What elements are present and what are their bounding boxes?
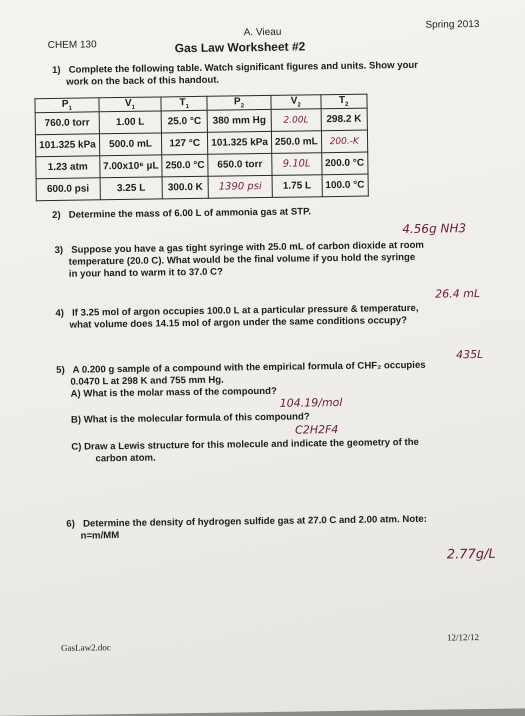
question-text: Determine the mass of 6.00 L of ammonia gas at STP. xyxy=(68,206,312,221)
handwritten-cell: 9.10L xyxy=(272,153,322,176)
instructor-name: A. Vieau xyxy=(243,26,282,39)
table-cell: 1.00 L xyxy=(99,111,162,134)
question-text-cont: work on the back of this handout. xyxy=(66,74,220,88)
question-text-cont: n=m/MM xyxy=(80,530,120,542)
table-cell: 500.0 mL xyxy=(99,133,162,156)
answer-q5a: 104.19/mol xyxy=(279,395,343,410)
table-cell: 300.0 K xyxy=(162,176,208,199)
question-number: 6) xyxy=(66,518,75,530)
table-cell: 250.0 °C xyxy=(162,154,208,177)
handwritten-cell: 200.-K xyxy=(321,130,367,153)
question-2 xyxy=(52,206,311,222)
question-1 xyxy=(52,60,418,89)
question-text-cont: what volume does 14.15 mol of argon under the same conditions occupy? xyxy=(69,315,408,331)
term-label: Spring 2013 xyxy=(425,18,480,31)
column-header: $P_2$ xyxy=(207,95,271,110)
worksheet-title: Gas Law Worksheet #2 xyxy=(174,39,306,56)
footer-date: 12/12/12 xyxy=(446,632,480,643)
question-number: 1) xyxy=(51,64,61,76)
question-text: If 3.25 mol of argon occupies 100.0 L at a particular pressure & temperature, xyxy=(72,302,419,319)
table-cell: 250.0 mL xyxy=(271,131,321,154)
question-5c xyxy=(71,437,419,466)
table-cell: 600.0 psi xyxy=(36,178,100,201)
table-cell: 298.2 K xyxy=(321,108,367,131)
handwritten-cell: 1390 psi xyxy=(208,175,272,198)
question-text-cont: temperature (20.0 C). What would be the final volume if you hold the syringe xyxy=(68,251,416,268)
question-text: Suppose you have a gas tight syringe with 25.0 mL of carbon dioxide at room xyxy=(71,239,425,256)
handwritten-cell: 2.00L xyxy=(271,109,321,132)
answer-q2: 4.56g NH3 xyxy=(402,221,467,237)
table-cell: 1.75 L xyxy=(272,175,322,198)
question-text: Determine the density of hydrogen sulfide gas at 27.0 C and 2.00 atm. Note: xyxy=(82,513,427,530)
column-header: $V_1$ xyxy=(99,97,162,112)
column-header: $P_1$ xyxy=(35,98,99,113)
table-row xyxy=(36,174,368,201)
question-5b: B) What is the molecular formula of this compound? xyxy=(70,411,310,426)
gas-law-table xyxy=(34,94,368,202)
question-3 xyxy=(54,240,424,281)
question-5a: A) What is the molar mass of the compound? xyxy=(70,385,277,400)
question-number: 2) xyxy=(51,209,61,221)
table-cell: 1.23 atm xyxy=(36,156,100,179)
question-number: 5) xyxy=(56,364,65,376)
table-cell: 760.0 torr xyxy=(35,112,99,135)
table-cell: 7.00x10⁶ µL xyxy=(99,155,162,178)
table-cell: 380 mm Hg xyxy=(207,109,271,132)
table-cell: 650.0 torr xyxy=(208,153,272,176)
column-header: $V_2$ xyxy=(271,95,321,110)
question-6 xyxy=(66,514,427,543)
footer-filename: GasLaw2.doc xyxy=(61,642,111,653)
question-text: Complete the following table. Watch significant figures and units. Show your xyxy=(68,59,419,76)
answer-q5b: C2H2F4 xyxy=(295,423,339,437)
answer-q3: 26.4 mL xyxy=(435,287,481,301)
table-cell: 100.0 °C xyxy=(322,174,368,197)
question-4 xyxy=(55,303,418,332)
question-5 xyxy=(56,360,426,401)
question-text: C) Draw a Lewis structure for this molecule and indicate the geometry of the xyxy=(71,436,419,453)
column-header: $T_2$ xyxy=(321,94,367,109)
answer-q4: 435L xyxy=(455,347,484,362)
table-cell: 101.325 kPa xyxy=(35,134,99,157)
answer-q6: 2.77g/L xyxy=(446,546,496,563)
question-text: A 0.200 g sample of a compound with the empirical formula of CHF₂ occupies xyxy=(72,359,426,376)
table-cell: 25.0 °C xyxy=(161,110,207,133)
course-label: CHEM 130 xyxy=(47,39,97,52)
question-text-cont: 0.0470 L at 298 K and 755 mm Hg. xyxy=(70,374,224,388)
question-text-cont: carbon atom. xyxy=(95,452,156,465)
table-cell: 101.325 kPa xyxy=(208,131,272,154)
column-header: $T_1$ xyxy=(161,96,207,111)
question-number: 4) xyxy=(55,307,65,319)
table-cell: 200.0 °C xyxy=(321,152,367,175)
table-cell: 3.25 L xyxy=(100,177,163,200)
question-number: 3) xyxy=(54,244,64,256)
table-cell: 127 °C xyxy=(162,132,208,155)
question-text-cont: in your hand to warm it to 37.0 C? xyxy=(68,266,224,280)
